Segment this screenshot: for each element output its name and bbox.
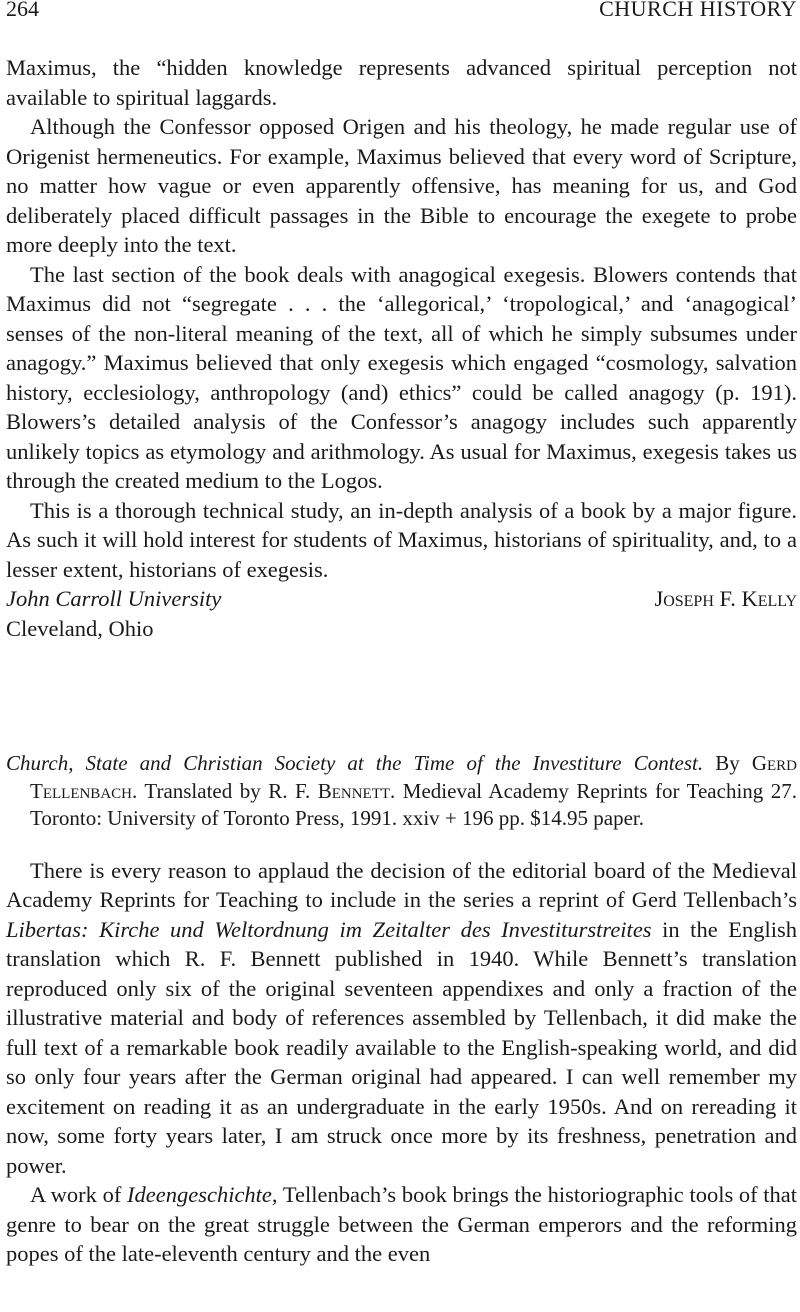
- review-1: [6, 53, 797, 644]
- review-2-paragraph-2: [6, 1180, 797, 1269]
- review-1-paragraph-4: This is a thorough technical study, an in-depth analysis of a book by a major figure. As such it will hold interest for students of Maximus, historians of spirituality, and, to a lesser extent, historians of exegesis.: [6, 497, 797, 582]
- citation-translated-by: Translated by: [144, 778, 261, 803]
- book-translator: R. F. Bennett.: [268, 778, 396, 803]
- citation-details: Medieval Academy Reprints for Teaching 27. Toronto: University of Toronto Press, 1991. xxiv + 196 pp. $14.95 paper.: [30, 778, 798, 830]
- page: [6, 0, 798, 1266]
- review-2: [6, 750, 797, 1269]
- page-header: [6, 0, 797, 34]
- citation-by: By: [715, 751, 740, 775]
- review-2-p2-text-a: A work of: [30, 1182, 122, 1207]
- page-number: 264: [6, 0, 39, 21]
- book-author: Gerd Tellenbach.: [30, 751, 798, 803]
- reviewer-city: Cleveland, Ohio: [6, 616, 154, 641]
- book-title: Church, State and Christian Society at the Time of the Investiture Contest.: [6, 751, 704, 775]
- review-2-p1-text-a: There is every reason to applaud the decision of the editorial board of the Medieval Academy Reprints for Teaching to include in the series a reprint of Gerd Tellenbach’s: [6, 857, 797, 912]
- genre-term: Ideengeschichte,: [127, 1182, 278, 1207]
- book-citation: [6, 750, 797, 833]
- review-1-paragraph-1: Maximus, the “hidden knowledge represents advanced spiritual perception not available to spiritual laggards.: [6, 55, 797, 110]
- review-2-p1-text-b: in the English translation which R. F. Bennett published in 1940. While Bennett’s translation reproduced only six of the original seventeen appendixes and only a fraction of the illustrative material and body of references assembled by Tellenbach, it did make the full text of a remarkable book readily available to the English-speaking world, and did so only four years after the German original had appeared. I can well remember my excitement on reading it as an undergraduate in the early 1950s. And on rereading it now, some forty years later, I am struck once more by its freshness, penetration and power.: [6, 916, 797, 1178]
- reviewer-name: Joseph F. Kelly: [654, 586, 797, 611]
- review-1-paragraph-2: Although the Confessor opposed Origen and his theology, he made regular use of Origenist hermeneutics. For example, Maximus believed that every word of Scripture, no matter how vague or even apparently offensive, has meaning for us, and God deliberately placed difficult passages in the Bible to encourage the exegete to probe more deeply into the text.: [6, 114, 797, 257]
- review-1-paragraph-3: The last section of the book deals with anagogical exegesis. Blowers contends that Maximus did not “segregate . . . the ‘allegorical,’ ‘tropological,’ and ‘anagogical’ senses of the non-literal meaning of the text, all of which he simply subsumes under anagogy.” Maximus believed that only exegesis which engaged “cosmology, salvation history, ecclesiology, anthropology (and) ethics” could be called anagogy (p. 191). Blowers’s detailed analysis of the Confessor’s anagogy includes such apparently unlikely topics as etymology and arithmology. As usual for Maximus, exegesis takes us through the created medium to the Logos.: [6, 261, 797, 493]
- review-2-paragraph-1: [6, 856, 797, 1181]
- signature-row: [6, 584, 797, 614]
- reviewer-affiliation: John Carroll University: [6, 586, 222, 611]
- german-title: Libertas: Kirche und Weltordnung im Zeitalter des Investiturstreites: [6, 916, 652, 942]
- review-2-p2-text-b: Tellenbach’s book brings the historiographic tools of that genre to bear on the great struggle between the German emperors and the reforming popes of the late-eleventh century and the even: [6, 1182, 798, 1266]
- running-head: CHURCH HISTORY: [599, 0, 797, 21]
